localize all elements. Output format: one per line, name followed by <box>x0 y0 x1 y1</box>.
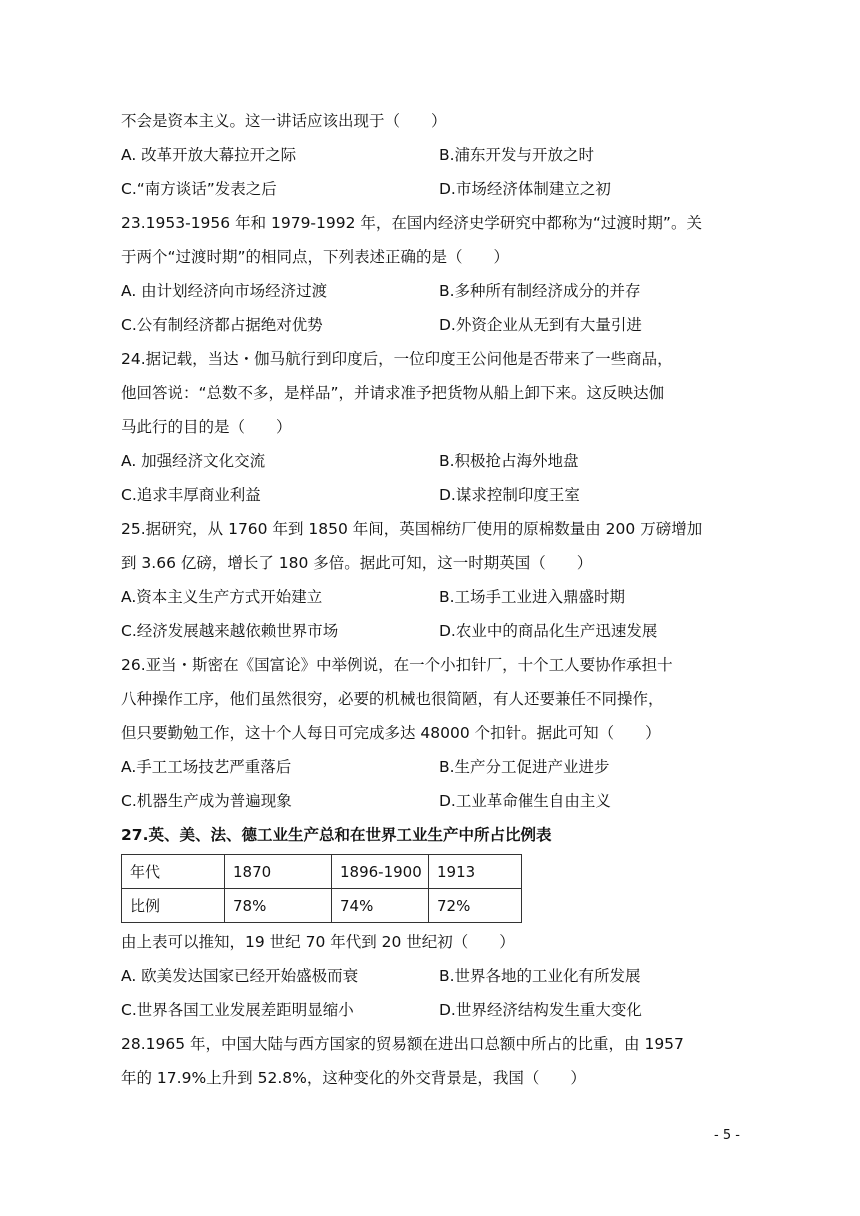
q24-options-row2 <box>121 478 741 512</box>
q25-option-a: A.资本主义生产方式开始建立 <box>121 588 323 606</box>
q22-option-a: A. 改革开放大幕拉开之际 <box>121 146 297 164</box>
q27-table <box>121 854 522 923</box>
q23-option-b: B.多种所有制经济成分的并存 <box>439 282 641 300</box>
q23-options-row2 <box>121 308 741 342</box>
table-cell: 78% <box>225 889 332 923</box>
q22-option-d: D.市场经济体制建立之初 <box>439 180 611 198</box>
q27-options-row1 <box>121 959 741 993</box>
q22-options-row2 <box>121 172 741 206</box>
q23-option-c: C.公有制经济都占据绝对优势 <box>121 316 323 334</box>
q24-option-b: B.积极抢占海外地盘 <box>439 452 579 470</box>
q27-option-c: C.世界各国工业发展差距明显缩小 <box>121 1001 354 1019</box>
q24-options-row1 <box>121 444 741 478</box>
table-cell: 72% <box>429 889 522 923</box>
table-row <box>122 855 522 889</box>
table-cell: 1870 <box>225 855 332 889</box>
q26-options-row2 <box>121 784 741 818</box>
q25-options-row2 <box>121 614 741 648</box>
q23-stem-line2: 于两个“过渡时期”的相同点，下列表述正确的是（ ） <box>121 248 510 266</box>
q28-stem-line1: 28.1965 年，中国大陆与西方国家的贸易额在进出口总额中所占的比重，由 1957 <box>121 1035 684 1053</box>
table-cell: 年代 <box>122 855 225 889</box>
q23-option-a: A. 由计划经济向市场经济过渡 <box>121 282 328 300</box>
q26-stem-line2: 八种操作工序，他们虽然很穷，必要的机械也很简陋，有人还要兼任不同操作， <box>121 690 664 708</box>
q22-options-row1 <box>121 138 741 172</box>
table-row <box>122 889 522 923</box>
q22-option-c: C.“南方谈话”发表之后 <box>121 180 277 198</box>
page-number: - 5 - <box>714 1128 740 1143</box>
q24-stem-line2: 他回答说：“总数不多，是样品”，并请求准予把货物从船上卸下来。这反映达伽 <box>121 384 665 402</box>
q28-stem-line2: 年的 17.9%上升到 52.8%，这种变化的外交背景是，我国（ ） <box>121 1069 586 1087</box>
q26-option-b: B.生产分工促进产业进步 <box>439 758 610 776</box>
q23-options-row1 <box>121 274 741 308</box>
q23-option-d: D.外资企业从无到有大量引进 <box>439 316 642 334</box>
q26-stem-line1: 26.亚当・斯密在《国富论》中举例说，在一个小扣针厂，十个工人要协作承担十 <box>121 656 673 674</box>
q26-options-row1 <box>121 750 741 784</box>
q26-option-d: D.工业革命催生自由主义 <box>439 792 611 810</box>
q24-stem-line1: 24.据记载，当达・伽马航行到印度后，一位印度王公问他是否带来了一些商品， <box>121 350 673 368</box>
q26-option-c: C.机器生产成为普遍现象 <box>121 792 292 810</box>
q27-stem: 由上表可以推知，19 世纪 70 年代到 20 世纪初（ ） <box>121 933 515 951</box>
q26-stem-line3: 但只要勤勉工作，这十个人每日可完成多达 48000 个扣针。据此可知（ ） <box>121 724 661 742</box>
table-cell: 1896-1900 <box>332 855 429 889</box>
q26-option-a: A.手工工场技艺严重落后 <box>121 758 292 776</box>
q24-stem-line3: 马此行的目的是（ ） <box>121 418 292 436</box>
q27-title: 27.英、美、法、德工业生产总和在世界工业生产中所占比例表 <box>121 826 552 844</box>
q25-option-b: B.工场手工业进入鼎盛时期 <box>439 588 626 606</box>
q27-option-b: B.世界各地的工业化有所发展 <box>439 967 641 985</box>
exam-page <box>121 104 741 1095</box>
q25-stem-line1: 25.据研究，从 1760 年到 1850 年间，英国棉纺厂使用的原棉数量由 200 万磅增加 <box>121 520 703 538</box>
q24-option-a: A. 加强经济文化交流 <box>121 452 266 470</box>
q27-option-d: D.世界经济结构发生重大变化 <box>439 1001 642 1019</box>
q24-option-d: D.谋求控制印度王室 <box>439 486 580 504</box>
table-cell: 74% <box>332 889 429 923</box>
q25-option-d: D.农业中的商品化生产迅速发展 <box>439 622 658 640</box>
table-cell: 比例 <box>122 889 225 923</box>
q24-option-c: C.追求丰厚商业利益 <box>121 486 261 504</box>
q25-option-c: C.经济发展越来越依赖世界市场 <box>121 622 339 640</box>
q25-stem-line2: 到 3.66 亿磅，增长了 180 多倍。据此可知，这一时期英国（ ） <box>121 554 593 572</box>
q25-options-row1 <box>121 580 741 614</box>
table-cell: 1913 <box>429 855 522 889</box>
q27-options-row2 <box>121 993 741 1027</box>
q22-stem: 不会是资本主义。这一讲话应该出现于（ ） <box>121 112 447 130</box>
q22-option-b: B.浦东开发与开放之时 <box>439 146 595 164</box>
q27-option-a: A. 欧美发达国家已经开始盛极而衰 <box>121 967 359 985</box>
q23-stem-line1: 23.1953-1956 年和 1979-1992 年，在国内经济史学研究中都称为“过渡时期”。关 <box>121 214 702 232</box>
